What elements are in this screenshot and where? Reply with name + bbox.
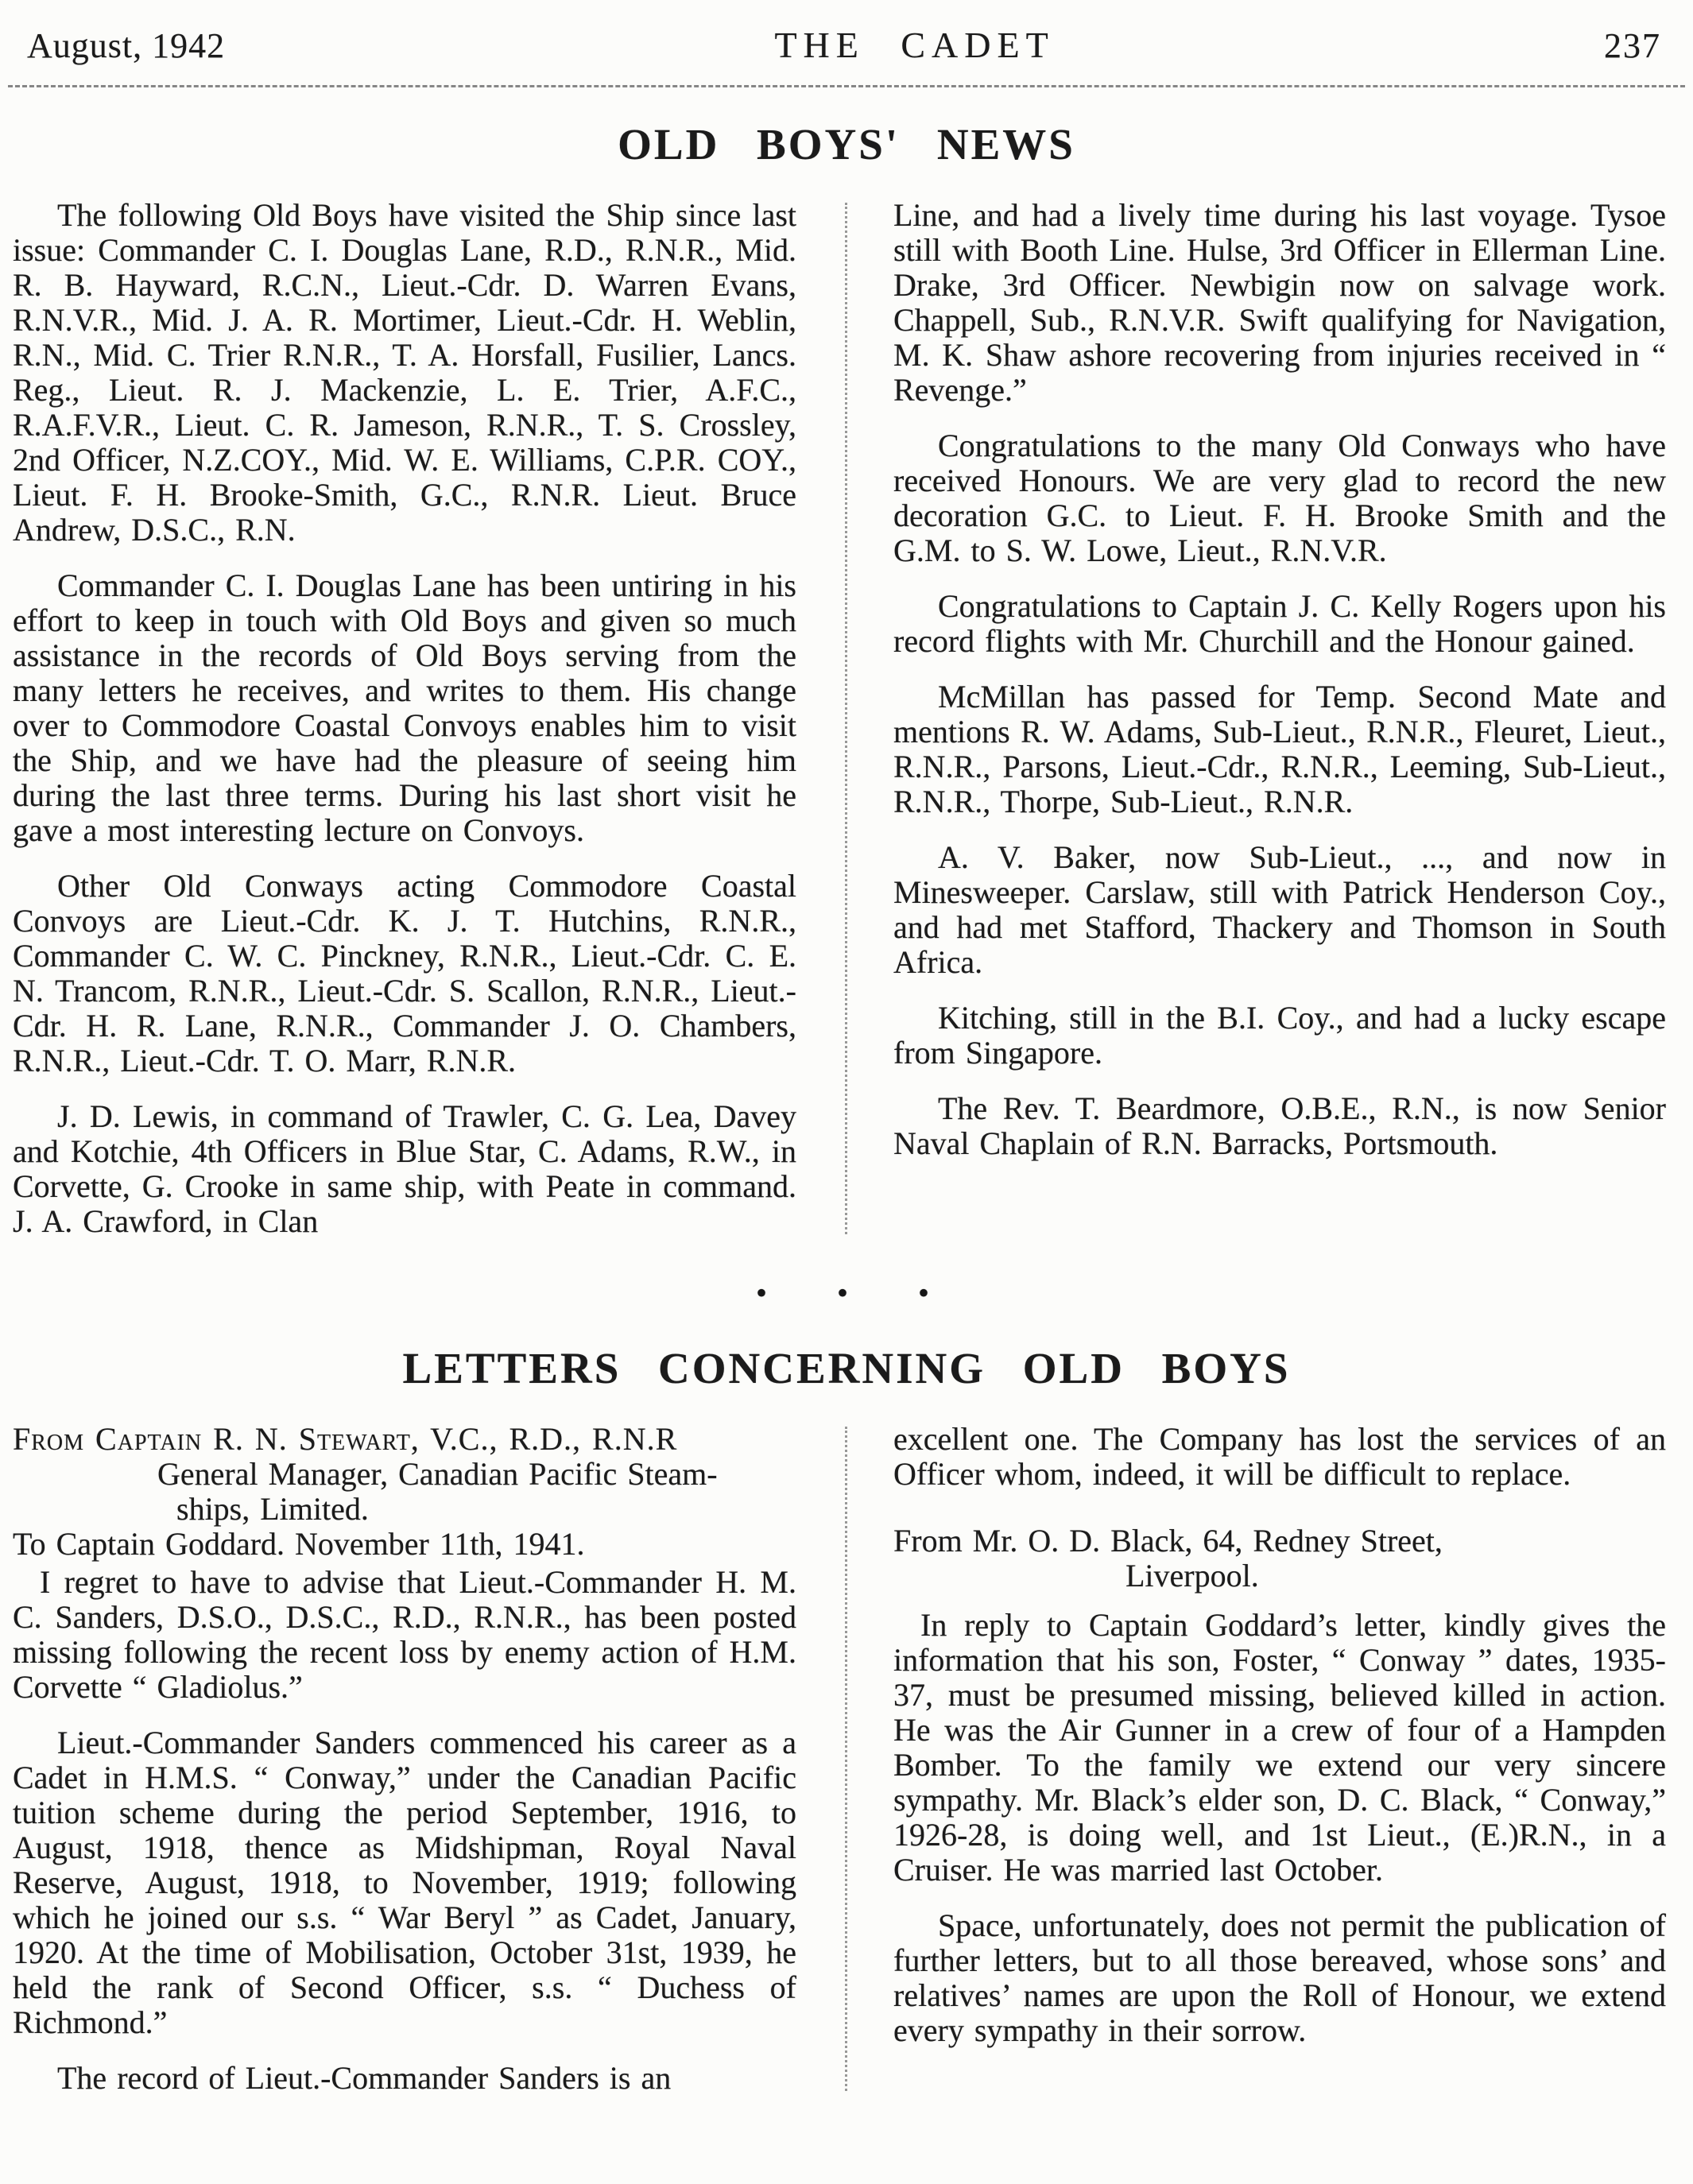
paragraph: Lieut.-Commander Sanders commenced his career as a Cadet in H.M.S. “ Conway,” under the Canadian Pacific tuition scheme during the period September, 1916, to August, 1918, thence as Midshipman, Royal Naval Reserve, August, 1918, to November, 1919; following which he joined our s.s. “ War Beryl ” as Cadet, January, 1920. At the time of Mobilisation, October 31st, 1939, he held the rank of Second Officer, s.s. “ Duchess of Richmond.”: [13, 1725, 796, 2040]
paragraph: Congratulations to Captain J. C. Kelly Rogers upon his record flights with Mr. Churchill and the Honour gained.: [893, 588, 1666, 659]
old-boys-news-title: OLD BOYS' NEWS: [618, 120, 1075, 168]
column-divider: [796, 198, 893, 1239]
header-rule: [8, 85, 1685, 87]
old-boys-left-column: [13, 198, 796, 1239]
paragraph: The following Old Boys have visited the Ship since last issue: Commander C. I. Douglas Lane, R.D., R.N.R., Mid. R. B. Hayward, R.C.N., Lieut.-Cdr. D. Warren Evans, R.N.V.R., Mid. J. A. R. Mortimer, Lieut.-Cdr. H. Weblin, R.N., Mid. C. Trier R.N.R., T. A. Horsfall, Fusilier, Lancs. Reg., Lieut. R. J. Mackenzie, L. E. Trier, A.F.C., R.A.F.V.R., Lieut. C. R. Jameson, R.N.R., T. S. Crossley, 2nd Officer, N.Z.COY., Mid. W. E. Williams, C.P.R. COY., Lieut. F. H. Brooke-Smith, G.C., R.N.R. Lieut. Bruce Andrew, D.S.C., R.N.: [13, 197, 796, 548]
paragraph: McMillan has passed for Temp. Second Mate and mentions R. W. Adams, Sub-Lieut., R.N.R., Fleuret, Lieut., R.N.R., Parsons, Lieut.-Cdr., R.N.R., Leeming, Sub-Lieut., R.N.R., Thorpe, Sub-Lieut., R.N.R.: [893, 679, 1666, 819]
letter-from-line: From Captain R. N. Stewart, V.C., R.D., R.N.R: [13, 1421, 678, 1457]
paragraph: Other Old Conways acting Commodore Coastal Convoys are Lieut.-Cdr. K. J. T. Hutchins, R.N.R., Commander C. W. C. Pinckney, R.N.R., Lieut.-Cdr. C. E. N. Trancom, R.N.R., Lieut.-Cdr. S. Scallon, R.N.R., Lieut.-Cdr. H. R. Lane, R.N.R., Commander J. O. Chambers, R.N.R., Lieut.-Cdr. T. O. Marr, R.N.R.: [13, 868, 796, 1078]
column-divider: [796, 1422, 893, 2096]
paragraph: J. D. Lewis, in command of Trawler, C. G. Lea, Davey and Kotchie, 4th Officers in Blue Star, C. Adams, R.W., in Corvette, G. Crooke in same ship, with Peate in command. J. A. Crawford, in Clan: [13, 1098, 796, 1239]
letters-columns: [0, 1422, 1693, 2096]
paragraph: I regret to have to advise that Lieut.-Commander H. M. C. Sanders, D.S.O., D.S.C., R.D., R.N.R., has been posted missing following the recent loss by enemy action of H.M. Corvette “ Gladiolus.”: [13, 1564, 796, 1705]
letter-from-continuation: Liverpool.: [1125, 1558, 1259, 1593]
page-number: 237: [1604, 26, 1661, 65]
old-boys-news-columns: [0, 198, 1693, 1239]
paragraph: The Rev. T. Beardmore, O.B.E., R.N., is now Senior Naval Chaplain of R.N. Barracks, Portsmouth.: [893, 1090, 1666, 1161]
paragraph: Congratulations to the many Old Conways who have received Honours. We are very glad to record the new decoration G.C. to Lieut. F. H. Brooke Smith and the G.M. to S. W. Lowe, Lieut., R.N.V.R.: [893, 428, 1666, 568]
paragraph: In reply to Captain Goddard’s letter, kindly gives the information that his son, Foster, “ Conway ” dates, 1935-37, must be presumed missing, believed killed in action. He was the Air Gunner in a crew of four of a Hampden Bomber. To the family we extend our very sincere sympathy. Mr. Black’s elder son, D. C. Black, “ Conway,” 1926-28, is doing well, and 1st Lieut., (E.)R.N., in a Cruiser. He was married last October.: [893, 1607, 1666, 1888]
letters-left-column: [13, 1422, 796, 2096]
letters-right-column: [893, 1422, 1666, 2096]
paragraph: A. V. Baker, now Sub-Lieut., ..., and now in Minesweeper. Carslaw, still with Patrick Henderson Coy., and had met Stafford, Thackery and Thomson in South Africa.: [893, 839, 1666, 980]
letter-from-continuation: General Manager, Canadian Pacific Steam-: [157, 1456, 718, 1492]
paragraph: Space, unfortunately, does not permit the publication of further letters, but to all those bereaved, whose sons’ and relatives’ names are upon the Roll of Honour, we extend every sympathy in their sorrow.: [893, 1907, 1666, 2048]
paragraph: excellent one. The Company has lost the services of an Officer whom, indeed, it will be difficult to replace.: [893, 1421, 1666, 1492]
section-separator-dots: • • •: [755, 1275, 937, 1311]
paragraph: Line, and had a lively time during his last voyage. Tysoe still with Booth Line. Hulse, 3rd Officer in Ellerman Line. Drake, 3rd Officer. Newbigin now on salvage work. Chappell, Sub., R.N.V.R. Swift qualifying for Navigation, M. K. Shaw ashore recovering from injuries received in “ Revenge.”: [893, 197, 1666, 408]
letter-from-line: From Mr. O. D. Black, 64, Redney Street,: [893, 1523, 1443, 1559]
issue-date: August, 1942: [27, 26, 226, 65]
letters-section: [0, 1343, 1693, 2096]
old-boys-right-column: [893, 198, 1666, 1239]
letters-title: LETTERS CONCERNING OLD BOYS: [402, 1344, 1291, 1392]
letter-from-continuation: ships, Limited.: [176, 1491, 369, 1527]
paragraph: The record of Lieut.-Commander Sanders is an: [57, 2060, 672, 2096]
journal-title: THE CADET: [774, 25, 1055, 65]
running-head: [0, 0, 1693, 66]
letter-to-line: To Captain Goddard. November 11th, 1941.: [13, 1526, 585, 1562]
paragraph: Kitching, still in the B.I. Coy., and had a lucky escape from Singapore.: [893, 1000, 1666, 1071]
old-boys-news-section: [0, 119, 1693, 1239]
paragraph: Commander C. I. Douglas Lane has been untiring in his effort to keep in touch with Old Boys and given so much assistance in the records of Old Boys serving from the many letters he receives, and writes to them. His change over to Commodore Coastal Convoys enables him to visit the Ship, and we have had the pleasure of seeing him during the last three terms. During his last short visit he gave a most interesting lecture on Convoys.: [13, 567, 796, 848]
